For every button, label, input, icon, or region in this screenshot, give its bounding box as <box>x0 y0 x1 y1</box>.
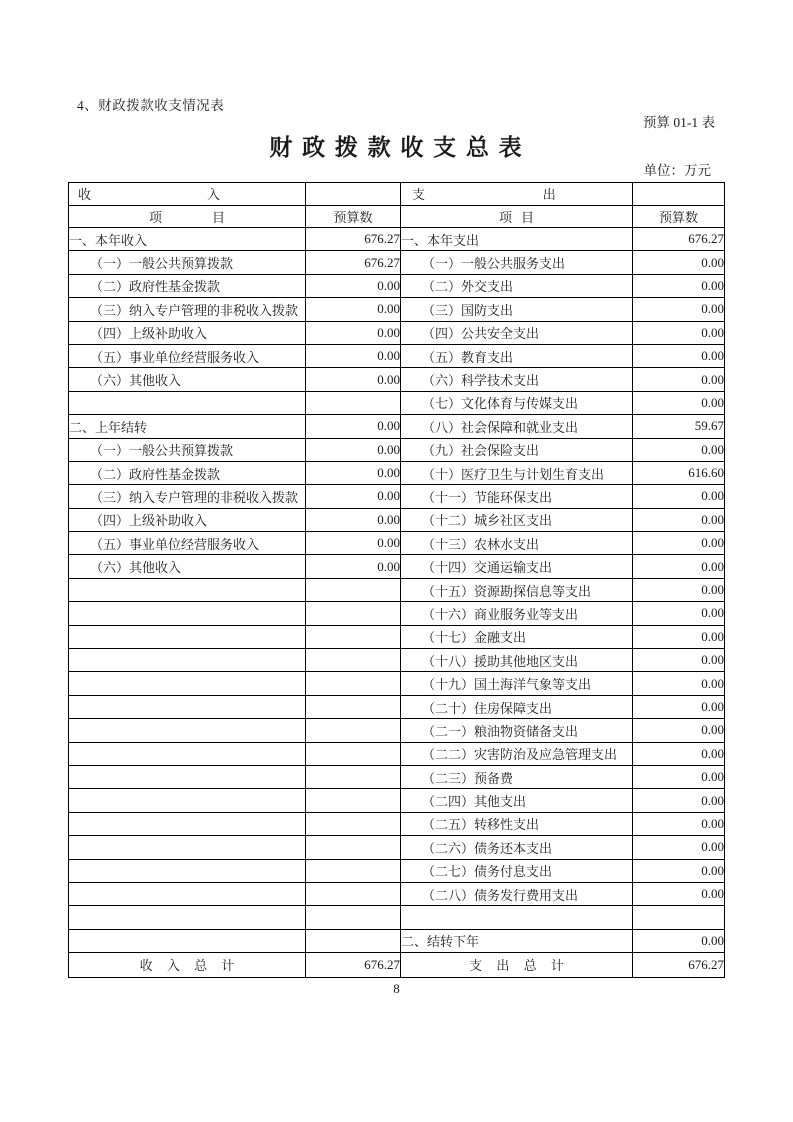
income-value-cell: 0.00 <box>306 415 401 438</box>
expense-value-cell: 0.00 <box>633 391 725 414</box>
income-item-header <box>69 205 306 228</box>
expense-item-cell: （九）社会保险支出 <box>401 438 633 461</box>
expense-item-cell: （五）教育支出 <box>401 344 633 367</box>
expense-item-cell: （二四）其他支出 <box>401 789 633 812</box>
expense-value-cell: 0.00 <box>633 742 725 765</box>
expense-item-cell: （二六）债务还本支出 <box>401 836 633 859</box>
income-item-cell: （四）上级补助收入 <box>69 321 306 344</box>
table-row <box>69 836 725 859</box>
table-row <box>69 555 725 578</box>
expense-item-cell: （七）文化体育与传媒支出 <box>401 391 633 414</box>
table-row <box>69 906 725 929</box>
expense-item-cell: （十八）援助其他地区支出 <box>401 649 633 672</box>
expense-total-value: 676.27 <box>633 953 725 978</box>
expense-total-label: 支 出 总 计 <box>401 953 633 978</box>
income-item-cell <box>69 578 306 601</box>
income-value-cell: 0.00 <box>306 368 401 391</box>
expense-value-cell: 0.00 <box>633 368 725 391</box>
income-value-cell <box>306 859 401 882</box>
expense-value-cell: 0.00 <box>633 251 725 274</box>
income-item-cell <box>69 812 306 835</box>
income-item-cell: （一）一般公共预算拨款 <box>69 251 306 274</box>
expense-item-cell: （一）一般公共服务支出 <box>401 251 633 274</box>
expense-item-header-text: 项 目 <box>498 209 535 225</box>
income-item-cell <box>69 672 306 695</box>
table-row <box>69 321 725 344</box>
expense-value-cell: 59.67 <box>633 415 725 438</box>
expense-value-cell: 0.00 <box>633 298 725 321</box>
income-item-cell <box>69 789 306 812</box>
section-caption: 4、财政拨款收支情况表 <box>77 98 225 113</box>
table-row <box>69 438 725 461</box>
expense-value-cell: 0.00 <box>633 344 725 367</box>
page-title: 财 政 拨 款 收 支 总 表 <box>269 135 524 160</box>
income-value-cell <box>306 672 401 695</box>
income-item-cell <box>69 929 306 952</box>
income-item-cell: （三）纳入专户管理的非税收入拨款 <box>69 485 306 508</box>
table-row <box>69 532 725 555</box>
expense-item-cell: （十四）交通运输支出 <box>401 555 633 578</box>
expense-item-cell: （十三）农林水支出 <box>401 532 633 555</box>
income-section-header <box>69 183 306 206</box>
table-row <box>69 882 725 905</box>
expense-value-cell: 0.00 <box>633 555 725 578</box>
income-item-cell: 一、本年收入 <box>69 228 306 251</box>
income-value-cell: 0.00 <box>306 344 401 367</box>
expense-value-cell: 0.00 <box>633 836 725 859</box>
income-item-cell: （六）其他收入 <box>69 555 306 578</box>
expense-item-cell: （十一）节能环保支出 <box>401 485 633 508</box>
income-value-cell <box>306 578 401 601</box>
expense-value-cell: 0.00 <box>633 274 725 297</box>
income-item-cell <box>69 859 306 882</box>
expense-value-cell: 0.00 <box>633 321 725 344</box>
expense-item-cell: （四）公共安全支出 <box>401 321 633 344</box>
page-number: 8 <box>393 981 400 996</box>
income-total-label: 收 入 总 计 <box>69 953 306 978</box>
income-value-cell <box>306 765 401 788</box>
expense-item-header <box>401 205 633 228</box>
expense-item-cell: （三）国防支出 <box>401 298 633 321</box>
income-item-cell: 二、上年结转 <box>69 415 306 438</box>
income-item-cell: （三）纳入专户管理的非税收入拨款 <box>69 298 306 321</box>
expense-item-cell: （十）医疗卫生与计划生育支出 <box>401 461 633 484</box>
income-item-cell <box>69 836 306 859</box>
expense-value-cell: 0.00 <box>633 672 725 695</box>
table-row <box>69 251 725 274</box>
income-value-cell <box>306 742 401 765</box>
expense-item-cell: （二一）粮油物资储备支出 <box>401 719 633 742</box>
income-value-cell <box>306 649 401 672</box>
table-row <box>69 391 725 414</box>
income-header-char-1: 收 <box>78 187 92 203</box>
income-item-cell: （二）政府性基金拨款 <box>69 274 306 297</box>
table-row <box>69 578 725 601</box>
table-row <box>69 812 725 835</box>
income-budget-header-blank <box>306 183 401 206</box>
expense-value-cell: 0.00 <box>633 859 725 882</box>
expense-value-cell: 0.00 <box>633 485 725 508</box>
expense-value-cell: 0.00 <box>633 765 725 788</box>
expense-item-cell: （二三）预备费 <box>401 765 633 788</box>
table-row <box>69 228 725 251</box>
expense-value-cell: 0.00 <box>633 789 725 812</box>
income-item-cell: （六）其他收入 <box>69 368 306 391</box>
expense-value-cell: 0.00 <box>633 438 725 461</box>
income-value-cell: 676.27 <box>306 228 401 251</box>
income-item-header-text: 项 目 <box>148 209 226 225</box>
income-item-cell <box>69 719 306 742</box>
income-item-cell: （五）事业单位经营服务收入 <box>69 344 306 367</box>
expense-value-cell: 0.00 <box>633 508 725 531</box>
expense-item-cell: （十二）城乡社区支出 <box>401 508 633 531</box>
income-value-cell <box>306 719 401 742</box>
table-group-header-row <box>69 183 725 206</box>
income-value-cell <box>306 602 401 625</box>
table-row <box>69 368 725 391</box>
income-value-cell: 0.00 <box>306 508 401 531</box>
income-value-cell <box>306 812 401 835</box>
table-row <box>69 625 725 648</box>
expense-item-cell: 一、本年支出 <box>401 228 633 251</box>
expense-value-cell: 0.00 <box>633 649 725 672</box>
table-row <box>69 859 725 882</box>
expense-item-cell: （十五）资源勘探信息等支出 <box>401 578 633 601</box>
table-row <box>69 672 725 695</box>
expense-item-cell: （十六）商业服务业等支出 <box>401 602 633 625</box>
expense-value-cell: 0.00 <box>633 602 725 625</box>
income-item-cell <box>69 391 306 414</box>
expense-item-cell: （二十）住房保障支出 <box>401 695 633 718</box>
expense-value-cell: 0.00 <box>633 812 725 835</box>
income-value-cell: 0.00 <box>306 438 401 461</box>
table-row <box>69 649 725 672</box>
expense-value-cell: 676.27 <box>633 228 725 251</box>
table-row <box>69 765 725 788</box>
income-value-cell: 0.00 <box>306 485 401 508</box>
table-row <box>69 789 725 812</box>
table-row <box>69 298 725 321</box>
table-row <box>69 461 725 484</box>
expense-item-cell: （二二）灾害防治及应急管理支出 <box>401 742 633 765</box>
income-value-cell <box>306 625 401 648</box>
income-value-cell <box>306 906 401 929</box>
table-body <box>69 228 725 978</box>
table-row <box>69 274 725 297</box>
income-value-cell: 0.00 <box>306 298 401 321</box>
income-value-cell: 0.00 <box>306 321 401 344</box>
expense-value-cell: 0.00 <box>633 625 725 648</box>
expense-value-cell: 0.00 <box>633 578 725 601</box>
expense-item-cell: （二七）债务付息支出 <box>401 859 633 882</box>
table-subheader-row <box>69 205 725 228</box>
expense-item-cell <box>401 906 633 929</box>
table-row <box>69 719 725 742</box>
income-budget-header: 预算数 <box>306 205 401 228</box>
income-item-cell <box>69 602 306 625</box>
income-item-cell: （四）上级补助收入 <box>69 508 306 531</box>
expense-item-cell: 二、结转下年 <box>401 929 633 952</box>
income-value-cell: 0.00 <box>306 461 401 484</box>
income-value-cell <box>306 836 401 859</box>
income-item-cell <box>69 906 306 929</box>
income-item-cell <box>69 649 306 672</box>
table-row <box>69 742 725 765</box>
income-value-cell <box>306 391 401 414</box>
income-value-cell: 0.00 <box>306 555 401 578</box>
expense-value-cell: 616.60 <box>633 461 725 484</box>
table-row <box>69 929 725 952</box>
expense-budget-header-blank <box>633 183 725 206</box>
income-value-cell <box>306 695 401 718</box>
expense-item-cell: （二）外交支出 <box>401 274 633 297</box>
expense-item-cell: （八）社会保障和就业支出 <box>401 415 633 438</box>
income-item-cell <box>69 765 306 788</box>
table-row <box>69 695 725 718</box>
table-row <box>69 602 725 625</box>
expense-value-cell: 0.00 <box>633 532 725 555</box>
income-value-cell: 0.00 <box>306 274 401 297</box>
income-item-cell <box>69 882 306 905</box>
income-item-cell: （五）事业单位经营服务收入 <box>69 532 306 555</box>
income-item-cell: （二）政府性基金拨款 <box>69 461 306 484</box>
expense-value-cell <box>633 906 725 929</box>
unit-label: 单位：万元 <box>643 163 711 178</box>
income-value-cell <box>306 882 401 905</box>
expense-item-cell: （二八）债务发行费用支出 <box>401 882 633 905</box>
expense-value-cell: 0.00 <box>633 929 725 952</box>
income-item-cell <box>69 695 306 718</box>
expense-value-cell: 0.00 <box>633 695 725 718</box>
expense-value-cell: 0.00 <box>633 882 725 905</box>
income-value-cell: 676.27 <box>306 251 401 274</box>
income-value-cell: 0.00 <box>306 532 401 555</box>
budget-table <box>68 182 725 978</box>
table-row <box>69 485 725 508</box>
form-code: 预算 01-1 表 <box>643 115 715 130</box>
expense-budget-header: 预算数 <box>633 205 725 228</box>
expense-value-cell: 0.00 <box>633 719 725 742</box>
table-row <box>69 344 725 367</box>
income-item-cell <box>69 742 306 765</box>
income-item-cell: （一）一般公共预算拨款 <box>69 438 306 461</box>
expense-section-header <box>401 183 633 206</box>
income-total-value: 676.27 <box>306 953 401 978</box>
expense-header-char-2: 出 <box>542 187 556 203</box>
expense-item-cell: （十七）金融支出 <box>401 625 633 648</box>
income-value-cell <box>306 789 401 812</box>
expense-item-cell: （十九）国土海洋气象等支出 <box>401 672 633 695</box>
income-value-cell <box>306 929 401 952</box>
expense-item-cell: （六）科学技术支出 <box>401 368 633 391</box>
table-row <box>69 415 725 438</box>
income-header-char-2: 入 <box>207 187 221 203</box>
expense-item-cell: （二五）转移性支出 <box>401 812 633 835</box>
table-total-row <box>69 953 725 978</box>
table-row <box>69 508 725 531</box>
income-item-cell <box>69 625 306 648</box>
expense-header-char-1: 支 <box>412 187 426 203</box>
